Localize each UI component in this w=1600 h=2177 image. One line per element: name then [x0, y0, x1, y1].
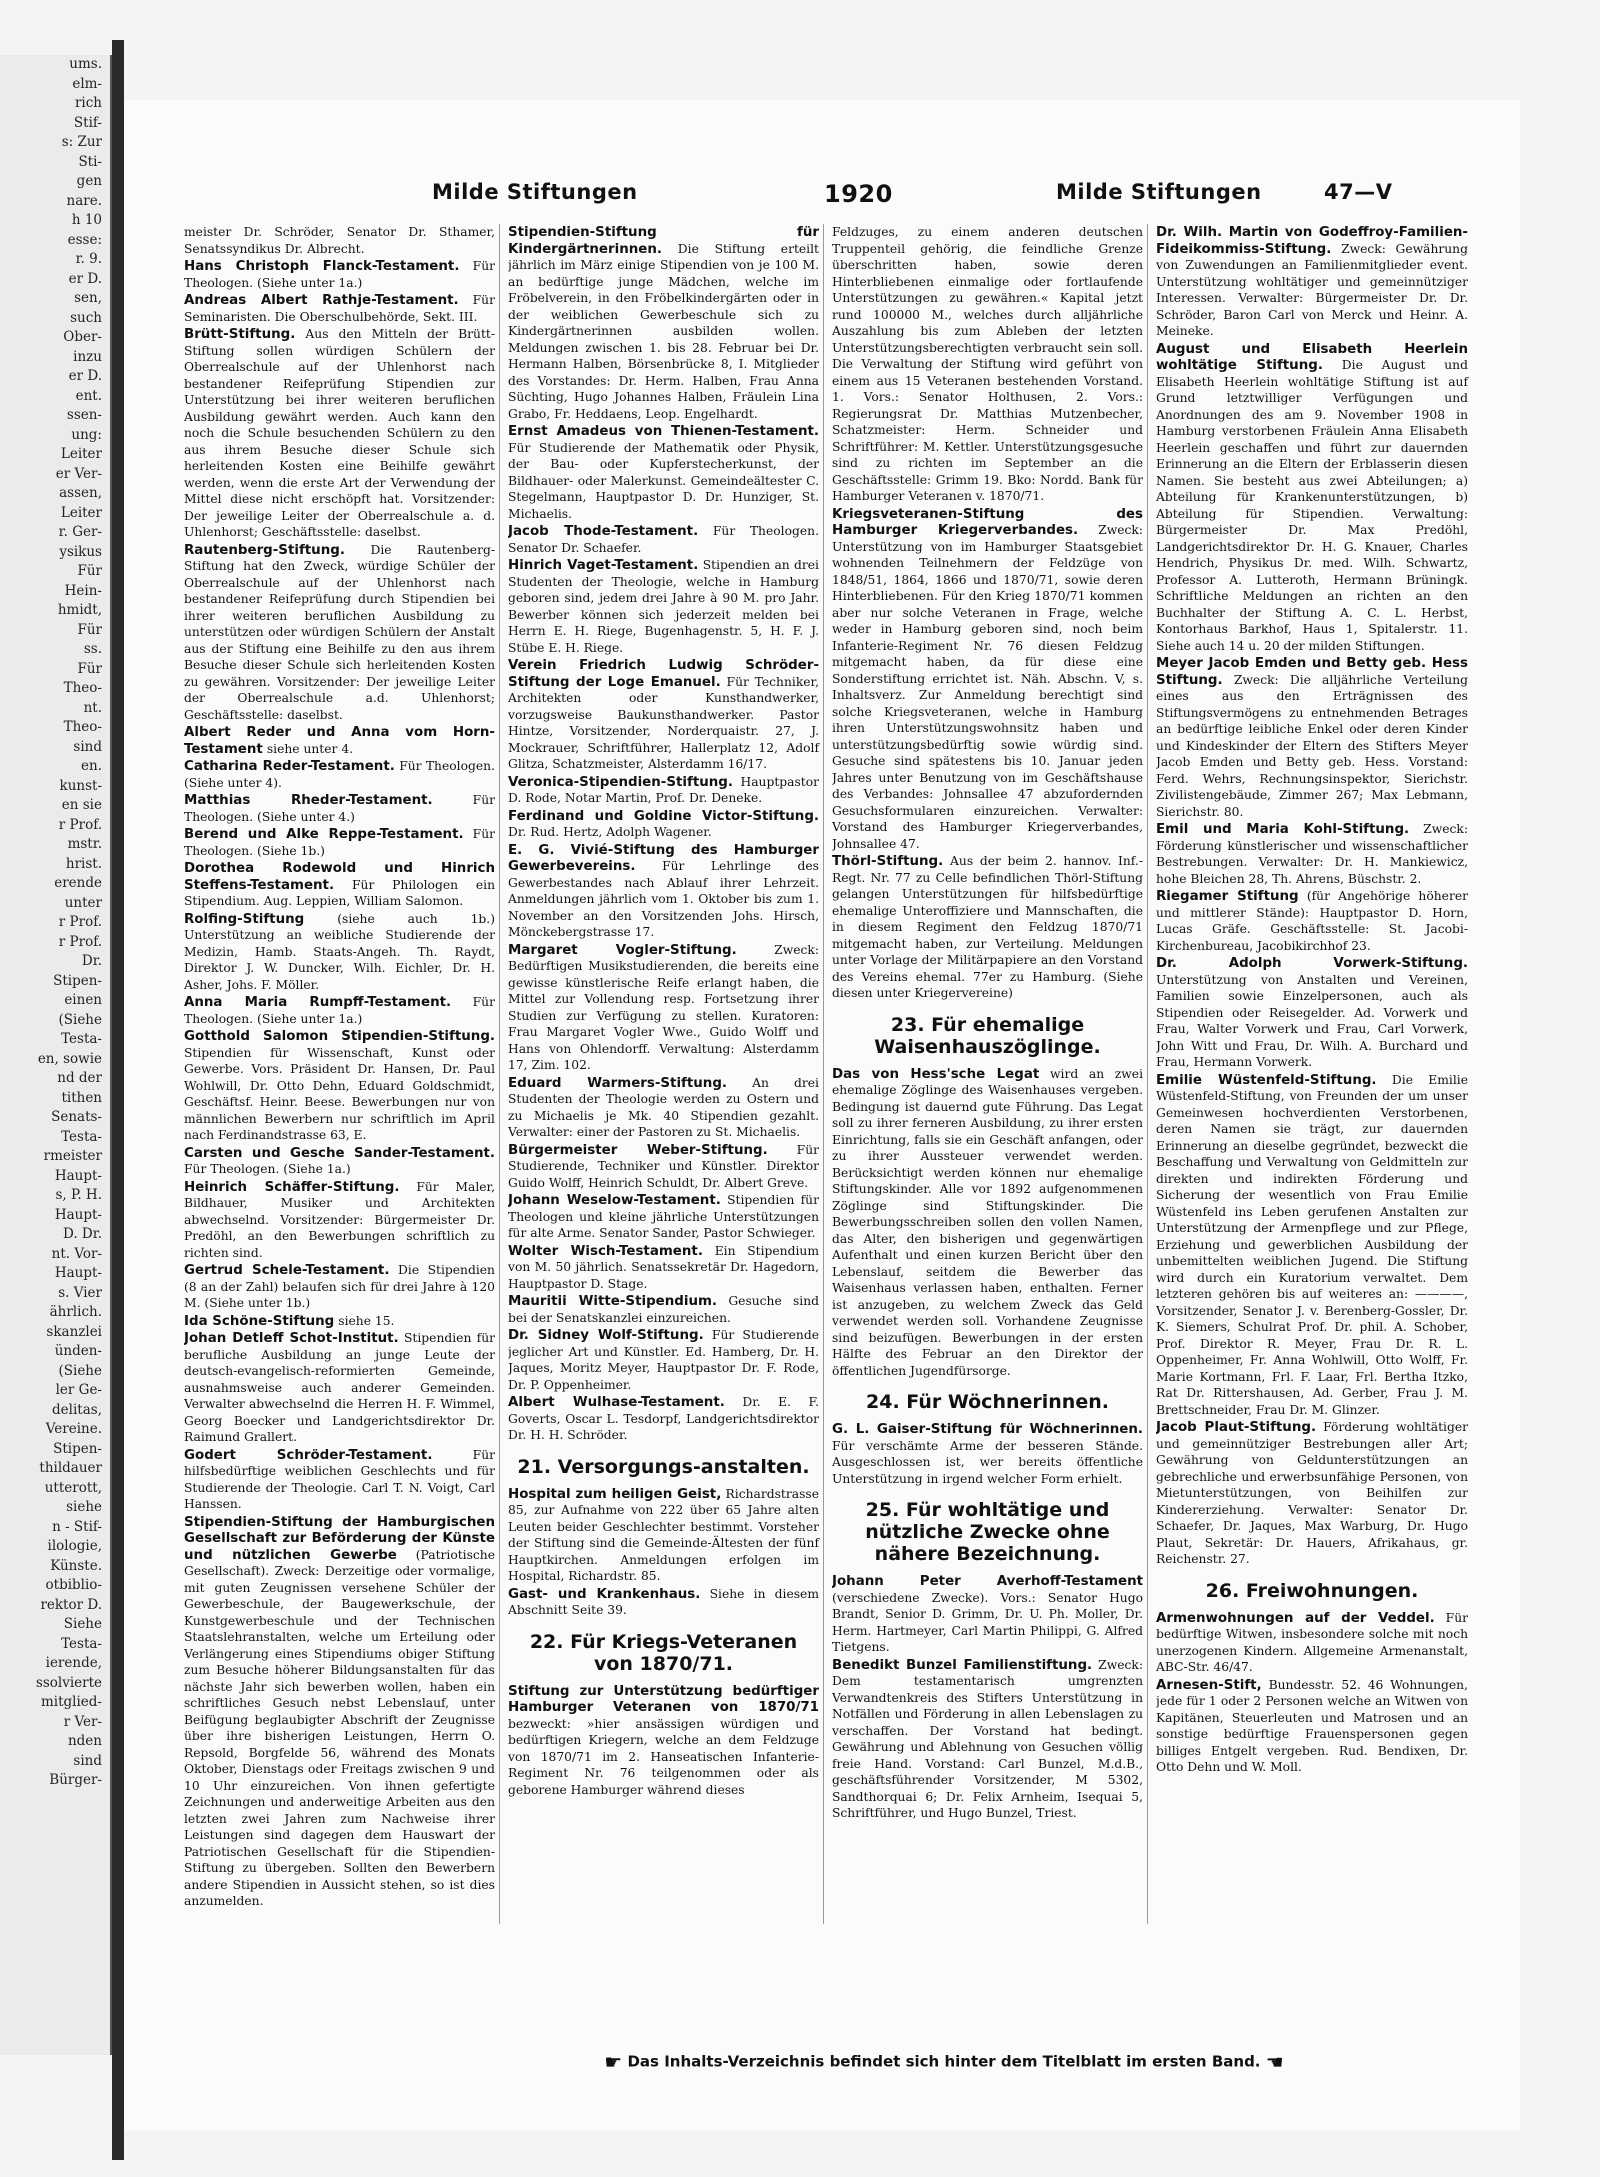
foundation-entry [1156, 1419, 1468, 1568]
entry-name: Stipendien-Stiftung für Kindergärtnerinnen. [508, 225, 819, 257]
strip-line: kunst- [59, 777, 102, 794]
strip-line: Sti- [78, 153, 102, 170]
entry-name: Brütt-Stiftung. [184, 327, 296, 342]
strip-line: n - Stif- [52, 1518, 102, 1535]
entry-body: Für Studierende jeglicher Art und Künstler. Ed. Hamberg, Dr. H. Jaques, Moritz Meyer, Hauptpastor Dr. F. Rode, Dr. P. Oppenheimer. [508, 1328, 819, 1392]
entry-body: Stipendien für Theologen und kleine jährliche Unterstützungen für alte Arme. Senator Sander, Pastor Schwieger. [508, 1193, 819, 1240]
running-head [124, 180, 1520, 220]
section-heading: 26. Freiwohnungen. [1205, 1579, 1419, 1602]
entry-body: Stipendien für Wissenschaft, Kunst oder Gewerbe. Vors. Präsident Dr. Hansen, Dr. Paul Wohlwill, Dr. Otto Dehn, Eduard Goldschmidt, Geschäftsf. Heinr. Beese. Bewerbungen nur von männlichen Bewerbern nur schriftlich im April nach Ferdinandstrasse 63, E. [184, 1045, 495, 1142]
entry-name: Albert Wulhase-Testament. [508, 1395, 725, 1410]
entry-name: Andreas Albert Rathje-Testament. [184, 293, 459, 308]
entry-body: Für Theologen. (Siehe unter 4). [184, 759, 495, 790]
entry-body: Unterstützung von Anstalten und Vereinen, Familien sowie Einzelpersonen, auch als Stipendien oder Reisegelder. Ad. Vorwerk und Frau, Walter Vorwerk und Frau, Carl Vorwerk, John Witt und Frau, Dr. Wilh. A. Burchard und Frau, Hermann Vorwerk. [1156, 972, 1468, 1069]
strip-line: s. Vier [58, 1284, 102, 1301]
directory-page [124, 100, 1520, 2130]
strip-line: ss. [83, 641, 102, 657]
foundation-entry [832, 224, 1143, 505]
entry-body: Für Lehrlinge des Gewerbestandes nach Ablauf ihrer Lehrzeit. Anmeldungen jährlich vom 1. Oktober bis zum 1. November an den Vorsitzenden Johs. Hirsch, Mönckebergstrasse 17. [508, 859, 819, 939]
foundation-entry [1156, 655, 1468, 820]
strip-line: nd der [57, 1070, 102, 1086]
adjacent-page-strip [0, 55, 112, 2055]
strip-line: erende [54, 875, 102, 891]
strip-line: (Siehe [58, 1011, 102, 1028]
foundation-entry [832, 1066, 1143, 1380]
entry-name: Mauritii Witte-Stipendium. [508, 1294, 718, 1309]
strip-line: Testa- [61, 1128, 102, 1145]
strip-line: Testa- [61, 1031, 102, 1047]
entry-name: Margaret Vogler-Stiftung. [508, 942, 737, 958]
entry-body: Dr. Rud. Hertz, Adolph Wagener. [508, 825, 712, 839]
foundation-entry [508, 1192, 819, 1242]
entry-name: G. L. Gaiser-Stiftung für Wöchnerinnen. [832, 1422, 1143, 1437]
footer-note [494, 2050, 1394, 2074]
strip-line: skanzlei [46, 1323, 102, 1340]
foundation-entry [508, 224, 819, 422]
strip-line: Theo- [63, 719, 102, 735]
foundation-entry [184, 994, 495, 1027]
strip-line: elm- [72, 75, 102, 92]
strip-line: nden [67, 1733, 102, 1749]
running-head-left: Milde Stiftungen [432, 180, 638, 204]
strip-line: esse: [67, 231, 102, 248]
entry-body: Für Theologen. (Siehe 1b.) [184, 827, 495, 858]
section-heading: 22. Für Kriegs-Veteranen von 1870/71. [529, 1630, 798, 1675]
foundation-entry [508, 1293, 819, 1326]
foundation-entry [508, 657, 819, 773]
foundation-entry [832, 1657, 1143, 1822]
strip-line: assen, [59, 485, 102, 501]
entry-name: Gast- und Krankenhaus. [508, 1586, 701, 1602]
strip-line: ysikus [59, 543, 102, 560]
entry-body: Für Theologen. Senator Dr. Schaefer. [508, 524, 819, 555]
entry-name: Johann Peter Averhoff-Testament [832, 1574, 1143, 1589]
entry-name: Ida Schöne-Stiftung [184, 1313, 335, 1329]
foundation-entry [508, 1394, 819, 1444]
entry-body: Für Maler, Bildhauer, Musiker und Architekten abwechselnd. Vorsitzender: Bürgermeister Dr. Predöhl, an den Bewerbungen schriftlich zu richten sind. [184, 1179, 495, 1260]
foundation-entry [508, 557, 819, 656]
entry-name: Emil und Maria Kohl-Stiftung. [1156, 822, 1410, 837]
strip-line: D. Dr. [62, 1226, 102, 1242]
entry-name: Johan Detleff Schot-Institut. [184, 1331, 399, 1346]
foundation-entry [508, 1075, 819, 1141]
foundation-entry [832, 853, 1143, 1002]
strip-line: s, P. H. [55, 1187, 102, 1203]
foundation-entry [184, 826, 495, 859]
entry-name: Hospital zum heiligen Geist, [508, 1486, 722, 1502]
page-number: 47—V [1324, 180, 1393, 204]
entry-name: Stiftung zur Unterstützung bedürftiger Hamburger Veteranen von 1870/71 [508, 1683, 819, 1715]
strip-line: thildauer [39, 1460, 102, 1476]
strip-line: ssen- [66, 407, 102, 423]
entry-name: Gotthold Salomon Stipendien-Stiftung. [184, 1029, 495, 1044]
strip-line: ums. [69, 56, 102, 72]
strip-line: nare. [66, 192, 102, 209]
entry-body: Für Seminaristen. Die Oberschulbehörde, Sekt. III. [184, 293, 495, 324]
strip-line: Künste. [50, 1557, 102, 1574]
strip-line: Leiter [60, 446, 102, 462]
strip-line: inzu [73, 348, 102, 365]
entry-name: Dorothea Rodewold und Hinrich Steffens-Testament. [184, 861, 495, 893]
entry-body: (Patriotische Gesellschaft). Zweck: Derzeitige oder vormalige, mit guten Zeugnissen versehene Schüler der Gewerbeschule, der Baugewerkschule, der Kunstgewerbeschule und der Technischen Staatslehranstalten, welche um Erteilung oder Verlängerung eines Stipendiums obiger Stiftung zum Besuche höherer Bildungsanstalten für das nächste Jahr sich bewerben wollen, haben ein schriftliches Gesuch nebst Lebenslauf, unter Beifügung beglaubigter Abschrift der Zeugnisse über ihre bisherigen Leistungen, Herrn O. Repsold, Borgfelde 56, während des Monats Oktober, Dienstags oder Freitags zwischen 9 und 10 Uhr einzureichen. Von ihnen gefertigte Zeichnungen und anderweitige Arbeiten aus den letzten zwei Jahren zum Nachweise ihrer Leistungen sind dagegen dem Hauswart der Patriotischen Gesellschaft für die Stipendien-Stiftung zu übergeben. Sollten den Bewerbern andere Stipendien in Aussicht stehen, so ist dies anzumelden. [184, 1547, 495, 1908]
entry-name: Ferdinand und Goldine Victor-Stiftung. [508, 808, 819, 824]
entry-name: Eduard Warmers-Stiftung. [508, 1075, 728, 1091]
entry-name: Anna Maria Rumpff-Testament. [184, 995, 452, 1010]
entry-name: Gertrud Schele-Testament. [184, 1263, 390, 1278]
strip-line: Theo- [63, 680, 102, 696]
foundation-entry [508, 1586, 819, 1619]
foundation-entry [1156, 1677, 1468, 1776]
strip-line: Ober- [63, 329, 102, 345]
strip-line: ung: [71, 426, 102, 443]
strip-line: Dr. [81, 953, 102, 969]
entry-body: Für Theologen. (Siehe unter 1a.) [184, 259, 495, 290]
strip-line: siehe [66, 1499, 102, 1515]
section-heading: 21. Versorgungs-anstalten. [517, 1455, 810, 1478]
strip-line: r Ver- [63, 1713, 102, 1730]
entry-body: Die Stipendien (8 an der Zahl) belaufen sich für drei Jahre à 120 M. (Siehe unter 1b.) [184, 1263, 495, 1310]
strip-line: Stif- [73, 114, 102, 131]
entry-body: Für Philologen ein Stipendium. Aug. Leppien, William Salomon. [184, 877, 495, 908]
foundation-entry [508, 423, 819, 522]
strip-line: Testa- [61, 1635, 102, 1652]
entry-body: Für Theologen. (Siehe unter 1a.) [184, 995, 495, 1026]
section-heading: 23. Für ehemalige Waisenhauszöglinge. [874, 1013, 1101, 1058]
foundation-entry [832, 1421, 1143, 1487]
book-spine [112, 40, 124, 2160]
foundation-entry [184, 1514, 495, 1910]
foundation-entry [184, 1447, 495, 1513]
strip-line: otbiblio- [45, 1577, 102, 1593]
entry-body: Stipendien an drei Studenten der Theologie, welche in Hamburg geboren sind, jedem drei Jahre à 90 M. pro Jahr. Bewerber können sich jederzeit melden bei Herrn E. H. Riege, Bugenhagenstr. 5, H. F. J. Stübe E. H. Riege. [508, 558, 819, 655]
foundation-entry [184, 1313, 495, 1330]
strip-line: er D. [68, 368, 102, 384]
entry-name: Arnesen-Stift, [1156, 1677, 1262, 1693]
foundation-entry [508, 523, 819, 556]
entry-body: Für Theologen. (Siehe unter 4.) [184, 793, 495, 824]
entry-body: Bundesstr. 52. 46 Wohnungen, jede für 1 oder 2 Personen welche an Witwen von Kapitänen, Steuerleuten und Matrosen und an sonstige bedürftige Frauenspersonen gegen billiges Entgelt vergeben. Rud. Bendixen, Dr. Otto Dehn und W. Moll. [1156, 1677, 1468, 1774]
entry-name: Verein Friedrich Ludwig Schröder-Stiftung der Loge Emanuel. [508, 658, 819, 690]
entry-body: siehe 15. [338, 1313, 395, 1328]
foundation-entry [1156, 955, 1468, 1071]
foundation-entry [184, 758, 495, 791]
strip-line: r Prof. [58, 933, 102, 950]
strip-line: nt. Vor- [51, 1245, 102, 1262]
strip-line: er D. [68, 270, 102, 287]
entry-body: Die Emilie Wüstenfeld-Stiftung, von Freunden der um unser Gemeinwesen hochverdienten Verstorbenen, deren Namen sie trägt, zur dauernden Erinnerung an dieselbe gegründet, bezweckt die Beschaffung und Verwaltung von Geldmitteln zur direkten und indirekten Förderung und Sicherung der wesentlich von Frau Emilie Wüstenfeld ins Leben gerufenen Anstalten zur Unterstützung der Armenpflege und zur Pflege, Erziehung und gewerblichen Ausbildung der unbemittelten weiblichen Jugend. Die Stiftung wird durch ein Kuratorium verwaltet. Dem letzteren gehören bis auf weiteres an: ————, Vorsitzender, Senator J. v. Berenberg-Gossler, Dr. K. Siemers, Schulrat Prof. Dr. phil. A. Schober, Prof. Direktor R. Meyer, Frau Dr. R. L. Oppenheimer, Fr. Anna Wohlwill, Otto Wolff, Fr. Marie Kortmann, Frl. F. Laar, Frl. Bertha Itzko, Rat Dr. Rittershausen, Ad. Gerber, Frau J. M. Brettschneider, Frau Dr. M. Glinzer. [1156, 1072, 1468, 1417]
entry-name: Armenwohnungen auf der Veddel. [1156, 1610, 1435, 1626]
entry-body: Stipendien für berufliche Ausbildung an junge Leute der deutsch-evangelisch-reformierten Gemeinde, ausnahmsweise auch anderer Gemeinden. Verwalter abwechselnd die Herren H. F. Wimmel, Georg Boecker und Landgerichtsdirektor Dr. Raimund Grallert. [184, 1331, 495, 1444]
foundation-entry [508, 1142, 819, 1192]
entry-body: Aus der beim 2. hannov. Inf.-Regt. Nr. 77 zu Celle befindlichen Thörl-Stiftung gelangen Unterstützungen für hilfsbedürftige ehemalige Unteroffiziere und Mannschaften, die in diesem Regiment den Feldzug 1870/71 mitgemacht haben, zur Verteilung. Meldungen unter Vorlage der Militärpapiere an den Vorstand des Vereins ehemal. 77er zu Hamburg. (Siehe diesen unter Kriegervereine) [832, 854, 1143, 1000]
entry-name: Meyer Jacob Emden und Betty geb. Hess Stiftung. [1156, 656, 1468, 688]
strip-line: Haupt- [54, 1167, 102, 1184]
strip-line: ilologie, [47, 1538, 102, 1554]
foundation-entry [508, 1327, 819, 1393]
entry-body: Für bedürftige Witwen, insbesondere solche mit noch unerzogenen Kindern. Allgemeine Armenanstalt, ABC-Str. 46/47. [1156, 1610, 1468, 1674]
foundation-entry [1156, 888, 1468, 954]
entry-body: Für verschämte Arme der besseren Stände. Ausgeschlossen ist, wer bereits öffentliche Unterstützung in irgend welcher Form erhielt. [832, 1438, 1143, 1486]
entry-body: Für Theologen. (Siehe 1a.) [184, 1162, 351, 1176]
strip-line: unter [64, 894, 102, 911]
column-2 [508, 224, 824, 1924]
strip-line: er Ver- [55, 465, 102, 482]
pointing-hand-right-icon: ☛ [604, 2050, 623, 2074]
entry-body: Die Stiftung erteilt jährlich im März einige Stipendien von je 100 M. an bedürftige junge Mädchen, welche im Fröbelverein, in den Fröbelkindergärten oder in der weiblichen Gewerbeschule sich zu Kindergärtnerinnen ausbilden wollen. Meldungen zwischen 1. bis 28. Februar bei Dr. Hermann Halben, Börsenbrücke 8, I. Mitglieder des Vorstandes: Dr. Herm. Halben, Frau Anna Süchting, Hugo Johannes Halben, Fräulein Lina Grabo, Fr. Heddaens, Leop. Engelhardt. [508, 241, 819, 421]
entry-name: Jacob Plaut-Stiftung. [1156, 1420, 1317, 1435]
strip-line: ent. [75, 387, 102, 404]
strip-line: Hein- [64, 582, 102, 599]
entry-name: Wolter Wisch-Testament. [508, 1243, 703, 1259]
strip-line: r. 9. [75, 251, 102, 267]
foundation-entry [184, 1330, 495, 1446]
strip-line: en. [81, 758, 102, 774]
column-1 [184, 224, 500, 1924]
entry-body: Zweck: Bedürftigen Musikstudierenden, die bereits eine gewisse künstlerische Reife erlangt haben, die Mittel zur Vollendung resp. Fortsetzung ihrer Studien zur Verfügung zu stellen. Kuratoren: Frau Margaret Vogler Wwe., Guido Wolff und Hans von Ohlendorff. Verwaltung: Alsterdamm 17, Zim. 102. [508, 942, 819, 1072]
foundation-entry [184, 1145, 495, 1178]
foundation-entry [184, 792, 495, 825]
strip-line: ierende, [45, 1655, 102, 1671]
entry-body: (siehe auch 1b.) Unterstützung an weibliche Studierende der Medizin, Hamb. Staats-Angeh. Th. Raydt, Direktor J. W. Duncker, Wilh. Eichler, Dr. H. Asher, Johs. F. Möller. [184, 911, 495, 992]
entry-name: Benedikt Bunzel Familienstiftung. [832, 1657, 1093, 1673]
foundation-entry [184, 224, 495, 257]
strip-line: ünden- [54, 1343, 102, 1359]
entry-name: Matthias Rheder-Testament. [184, 793, 433, 808]
strip-line: mitglied- [40, 1694, 102, 1710]
entry-name: August und Elisabeth Heerlein wohltätige Stiftung. [1156, 341, 1468, 373]
entry-body: Zweck: Die alljährliche Verteilung eines aus den Erträgnissen des Stiftungsvermögens zu entnehmenden Betrages an bedürftige leibliche Enkel oder deren Kinder und Kindeskinder der Eltern des Stifters Meyer Jacob Emden und Betty geb. Hess. Vorstand: Ferd. Wehrs, Rechnungsinspektor, Sierichstr. Zivilistengebäude, Zimmer 267; Max Lebmann, Sierichstr. 80. [1156, 672, 1468, 819]
strip-line: such [70, 309, 102, 326]
strip-line: Für [77, 621, 102, 638]
foundation-entry [508, 1486, 819, 1585]
strip-line: sind [73, 738, 102, 755]
entry-body: Zweck: Dem testamentarisch umgrenzten Verwandtenkreis des Stifters Unterstützung in Notfällen und Förderung in allen Lebenslagen zu verschaffen. Der Vorstand hat bedingt. Gewährung und Ablehnung von Gesuchen völlig freie Hand. Vorstand: Carl Bunzel, M.d.B., geschäftsführender Vorsitzender, M 5302, Sandthorquai 6; Dr. Felix Arnheim, Isequai 5, Schriftführer, und Hugo Bunzel, Triest. [832, 1657, 1143, 1820]
strip-line: rektor D. [40, 1596, 102, 1613]
foundation-entry [1156, 341, 1468, 655]
entry-name: Catharina Reder-Testament. [184, 759, 395, 774]
entry-body: Zweck: Gewährung von Zuwendungen an Familienmitglieder event. Unterstützung wohltätiger und gemeinnütziger Interessen. Verwalter: Bürgermeister Dr. Dr. Schröder, Baron Carl von Merck und Heinr. A. Meineke. [1156, 241, 1468, 338]
entry-name: Das von Hess'sche Legat [832, 1066, 1040, 1082]
strip-line: rmeister [43, 1148, 102, 1164]
foundation-entry [184, 542, 495, 724]
strip-line: Bürger- [49, 1772, 102, 1788]
entry-name: Berend und Alke Reppe-Testament. [184, 827, 464, 842]
foundation-entry [508, 1243, 819, 1293]
entry-name: Jacob Thode-Testament. [508, 524, 699, 539]
entry-body: An drei Studenten der Theologie werden zu Ostern und zu Michaelis je Mk. 40 Stipendien gezahlt. Verwalter: einer der Pastoren zu St. Michaelis. [508, 1075, 819, 1139]
entry-name: Riegamer Stiftung [1156, 889, 1299, 904]
entry-name: Veronica-Stipendien-Stiftung. [508, 774, 733, 790]
foundation-entry [184, 1262, 495, 1312]
entry-name: Johann Weselow-Testament. [508, 1193, 721, 1208]
entry-body: Zweck: Unterstützung von im Hamburger Staatsgebiet wohnenden Teilnehmern der Feldzüge von 1848/51, 1864, 1866 und 1870/71, sowie deren Hinterbliebenen. Für den Krieg 1870/71 kommen aber nur solche Veteranen in Frage, welche weder in Hamburg geboren sind, noch beim Infanterie-Regiment Nr. 76 diesen Feldzug mitgemacht haben, da für diese eine Sonderstiftung errichtet ist. Näh. Abschn. V, s. Inhaltsverz. Zur Anmeldung berechtigt sind solche Kriegsveteranen, welche in Hamburg ihren Unterstützungswohnsitz haben und unterstützungsbedürftig sowie würdig sind. Gesuche sind spätestens bis 10. Januar jeden Jahres unter Benutzung von im Geschäftshause des Verbandes: Johnsallee 47 abzufordernden Gesuchsformularen einzureichen. Verwalter: Vorstand des Hamburger Kriegerverbandes, Johnsallee 47. [832, 523, 1143, 851]
foundation-entry [184, 1179, 495, 1262]
entry-name: Dr. Wilh. Martin von Godeffroy-Familien-Fideikommiss-Stiftung. [1156, 225, 1468, 257]
entry-name: Thörl-Stiftung. [832, 854, 944, 869]
column-3 [832, 224, 1148, 1924]
pointing-hand-left-icon: ☚ [1265, 2050, 1284, 2074]
entry-name: Dr. Sidney Wolf-Stiftung. [508, 1328, 704, 1343]
entry-body: Für hilfsbedürftige weiblichen Geschlechts und für Studierende der Theologie. Carl T. N. Voigt, Carl Hanssen. [184, 1447, 495, 1511]
entry-name: Albert Reder und Anna vom Horn-Testament [184, 725, 495, 757]
entry-body: Für Techniker, Architekten oder Kunsthandwerker, vorzugsweise Baukunsthandwerker. Pastor Hintze, Vorsitzender, Norderquaistr. 27, J. Mockrauer, Schriftführer, Hallerplatz 12, Adolf Glitza, Schatzmeister, Alsterdamm 16/17. [508, 674, 819, 771]
entry-body: (verschiedene Zwecke). Vors.: Senator Hugo Brandt, Senior D. Grimm, Dr. U. Ph. Moller, Dr. Herm. Hartmeyer, Carl Martin Philippi, G. Alfred Tietgens. [832, 1590, 1143, 1654]
entry-name: Stipendien-Stiftung der Hamburgischen Gesellschaft zur Beförderung der Künste und nützlichen Gewerbe [184, 1514, 495, 1563]
entry-name: Carsten und Gesche Sander-Testament. [184, 1145, 495, 1161]
strip-line: gen [76, 173, 102, 189]
entry-name: Godert Schröder-Testament. [184, 1447, 433, 1463]
entry-body: Ein Stipendium von M. 50 jährlich. Senatssekretär Dr. Hagedorn, Hauptpastor D. Stage. [508, 1243, 819, 1291]
foundation-entry [184, 258, 495, 291]
running-head-year: 1920 [824, 180, 893, 208]
strip-line: sind [73, 1752, 102, 1769]
entry-name: Rautenberg-Stiftung. [184, 542, 345, 558]
strip-line: s: Zur [61, 134, 102, 150]
entry-name: Hinrich Vaget-Testament. [508, 558, 699, 573]
entry-body: Gesuche sind bei der Senatskanzlei einzureichen. [508, 1294, 820, 1325]
strip-line: Stipen- [53, 1440, 102, 1457]
foundation-entry [184, 1028, 495, 1144]
entry-name: E. G. Vivié-Stiftung des Hamburger Gewerbevereins. [508, 842, 819, 874]
section-heading: 25. Für wohltätige und nützliche Zwecke ohne nähere Bezeichnung. [865, 1499, 1110, 1565]
section-heading: 24. Für Wöchnerinnen. [866, 1391, 1109, 1413]
foundation-entry [508, 842, 819, 941]
strip-line: r Prof. [58, 816, 102, 833]
entry-name: Ernst Amadeus von Thienen-Testament. [508, 424, 819, 439]
entry-body: Siehe in diesem Abschnitt Seite 39. [508, 1586, 819, 1617]
foundation-entry [184, 911, 495, 994]
entry-name: Rolfing-Stiftung [184, 911, 305, 927]
foundation-entry [184, 292, 495, 325]
entry-name: Dr. Adolph Vorwerk-Stiftung. [1156, 956, 1468, 971]
strip-line: h 10 [71, 212, 102, 228]
strip-line: utterott, [44, 1479, 102, 1496]
strip-line: Siehe [63, 1616, 102, 1632]
entry-body: Für Studierende der Mathematik oder Physik, der Bau- oder Kupferstecherkunst, der Bildhauer- oder Malerkunst. Gemeindeältester C. Stegelmann, Hauptpastor D. Dr. Hunziger, St. Michaelis. [508, 440, 819, 521]
entry-body: Förderung wohltätiger und gemeinnütziger Bestrebungen aller Art; Gewährung von Geldunterstützungen an gebrechliche und erwerbsunfähige Personen, von Mietunterstützungen, von Beihilfen zur Kindererziehung. Verwalter: Senator Dr. Schaefer, Dr. Jaques, Max Warburg, Dr. Hugo Plaut, Sekretär: Dr. Hauers, Afrikahaus, gr. Reichenstr. 27. [1156, 1420, 1468, 1566]
strip-line: Haupt- [54, 1265, 102, 1281]
foundation-entry [184, 326, 495, 541]
strip-line: en sie [61, 797, 102, 813]
strip-line: Vereine. [45, 1421, 102, 1437]
foundation-entry [832, 1573, 1143, 1656]
foundation-entry [1156, 821, 1468, 887]
strip-line: hrist. [65, 855, 102, 872]
strip-line: Für [77, 660, 102, 677]
strip-line: mstr. [67, 836, 102, 852]
entry-body: Für Studierende, Techniker und Künstler. Direktor Guido Wolff, Heinrich Schuldt, Dr. Albert Greve. [508, 1142, 819, 1190]
foundation-entry [508, 774, 819, 807]
entry-body: Zweck: Förderung künstlerischer und wissenschaftlicher Bestrebungen. Verwalter: Dr. H. Mankiewicz, hohe Bleichen 28, Th. Ahrens, Büschstr. 2. [1156, 822, 1468, 886]
entry-body: siehe unter 4. [266, 741, 354, 756]
foundation-entry [508, 942, 819, 1074]
entry-body: Dr. E. F. Goverts, Oscar L. Tesdorpf, Landgerichtsdirektor Dr. H. H. Schröder. [508, 1395, 819, 1442]
strip-line: Haupt- [54, 1206, 102, 1223]
entry-body: Feldzuges, zu einem anderen deutschen Truppenteil gehörig, die feindliche Grenze überschritten haben, sowie deren Hinterbliebenen einmalige oder fortlaufende Unterstützungen zu gewähren.« Kapital jetzt rund 100000 M., welches durch alljährliche Auszahlung bis zum Ableben der letzten Unterstützungsberechtigten verbraucht sein soll. Die Verwaltung der Stiftung wird geführt von einem aus 15 Veteranen bestehenden Vorstand. 1. Vors.: Senator Holthusen, 2. Vors.: Regierungsrat Dr. Matthias Mutzenbecher, Schatzmeister: Herm. Schneider und Schriftführer: M. Kettler. Unterstützungsgesuche sind zu richten im September an die Geschäftsstelle: Grimm 19. Bko: Nordd. Bank für Hamburger Veteranen v. 1870/71. [832, 225, 1143, 503]
foundation-entry [1156, 224, 1468, 340]
entry-name: Bürgermeister Weber-Stiftung. [508, 1142, 768, 1158]
entry-body: meister Dr. Schröder, Senator Dr. Sthamer, Senatssyndikus Dr. Albrecht. [184, 225, 495, 256]
strip-line: hmidt, [57, 602, 102, 618]
strip-line: en, sowie [37, 1050, 102, 1067]
footer-text: Das Inhalts-Verzeichnis befindet sich hinter dem Titelblatt im ersten Band. [627, 2052, 1261, 2071]
strip-line: Stipen- [53, 972, 102, 989]
strip-line: tithen [61, 1089, 102, 1106]
strip-line: Senats- [51, 1109, 102, 1125]
entry-body: Die Rautenberg-Stiftung hat den Zweck, würdige Schüler der Oberrealschule auf der Uhlenhorst nach bestandener Reifeprüfung durch Stipendien bei ihrer weiteren beruflichen Ausbildung zu unterstützen oder würdigen Schülern der Anstalt aus der Stiftung eine Beihilfe zu den aus ihrem Besuche dieser Schule sich herleitenden Kosten zu gewähren. Vorsitzender: Der jeweilige Leiter der Oberrealschule a.d. Uhlenhorst; Geschäftsstelle: daselbst. [184, 542, 495, 722]
entry-name: Hans Christoph Flanck-Testament. [184, 259, 460, 274]
foundation-entry [184, 724, 495, 757]
text-columns [184, 224, 1474, 1924]
entry-name: Emilie Wüstenfeld-Stiftung. [1156, 1072, 1377, 1088]
strip-line: rich [74, 95, 102, 111]
running-head-right: Milde Stiftungen [1056, 180, 1262, 204]
strip-line: ährlich. [49, 1304, 102, 1320]
strip-line: nt. [83, 699, 102, 716]
entry-body: wird an zwei ehemalige Zöglinge des Waisenhauses vergeben. Bedingung ist dauernd gute Führung. Das Legat soll zu ihrer ferneren Ausbildung, zu ihrer ersten Einrichtung, falls sie ein Geschäft anfangen, oder zu ihrer Aussteuer verwendet werden. Berücksichtigt werden können nur ehemalige Stiftungskinder. Alle vor 1892 aufgenommenen Zöglinge sind Stiftungskinder. Die Bewerbungsschreiben sollen den vollen Namen, das Alter, den bisherigen und gegenwärtigen Aufenthalt und einen kurzen Bericht über den Lebenslauf, seitdem die Bewerber das Waisenhaus verlassen haben, enthalten. Ferner ist anzugeben, zu welchem Zweck das Geld verwendet werden soll. Vorhandene Zeugnisse sind beizufügen. Bewerbungen in der ersten Hälfte des Februar an den Direktor der öffentlichen Jugendfürsorge. [832, 1066, 1143, 1378]
strip-line: r. Ger- [58, 524, 102, 540]
strip-line: r Prof. [58, 914, 102, 930]
strip-line: Für [77, 563, 102, 579]
entry-body: Die August und Elisabeth Heerlein wohltätige Stiftung ist auf Grund letztwilliger Verfügungen und Anordnungen des am 9. November 1908 in Hamburg verstorbenen Fräulein Anna Elisabeth Heerlein geschaffen und führt zur dauernden Erinnerung an die Eltern der Erblasserin diesen Namen. Sie besteht aus zwei Abteilungen; a) Abteilung für Krankenunterstützungen, b) Abteilung für Stipendien. Verwaltung: Bürgermeister Dr. Max Predöhl, Landgerichtsdirektor Dr. H. G. Knauer, Charles Hendrich, Physikus Dr. med. Wilh. Schwartz, Professor A. Lutteroth, Hermann Brüningk. Schriftliche Meldungen an richten an den Buchhalter der Stiftung A. C. L. Herbst, Kontorhaus Barkhof, Haus 1, Spitalerstr. 11. Siehe auch 14 u. 20 der milden Stiftungen. [1156, 358, 1468, 653]
foundation-entry [832, 506, 1143, 853]
strip-line: sen, [74, 290, 102, 306]
foundation-entry [1156, 1610, 1468, 1676]
foundation-entry [508, 1683, 819, 1799]
strip-line: ssolvierte [35, 1674, 102, 1691]
foundation-entry [1156, 1072, 1468, 1419]
entry-name: Kriegsveteranen-Stiftung des Hamburger Kriegerverbandes. [832, 506, 1143, 538]
entry-body: (für Angehörige höherer und mittlerer Stände): Hauptpastor D. Horn, Lucas Gräfe. Geschäftsstelle: St. Jacobi-Kirchenbureau, Jacobikirchhof 23. [1156, 889, 1468, 953]
entry-body: bezweckt: »hier ansässigen würdigen und bedürftigen Kriegern, welche an dem Feldzuge von 1870/71 im 2. Hanseatischen Infanterie-Regiment Nr. 76 teilgenommen oder als geborene Hamburger während dieses [508, 1716, 819, 1797]
entry-body: Aus den Mitteln der Brütt-Stiftung sollen würdigen Schülern der Oberrealschule auf der Uhlenhorst nach bestandener Reifeprüfung Stipendien zur Unterstützung bei ihrer weiteren beruflichen Ausbildung gewährt werden. Auch kann den noch die Schule besuchenden Schülern zu den aus ihrem Besuche dieser Schule sich herleitenden Kosten eine Beihilfe gewährt werden, wenn die erste Art der Verwendung der Mittel diese nicht erschöpft hat. Vorsitzender: Der jeweilige Leiter der Oberrealschule a. d. Uhlenhorst; Geschäftsstelle: daselbst. [184, 327, 495, 539]
foundation-entry [508, 808, 819, 841]
foundation-entry [184, 860, 495, 910]
column-4 [1156, 224, 1472, 1924]
entry-body: Hauptpastor D. Rode, Notar Martin, Prof. Dr. Deneke. [508, 774, 819, 805]
entry-name: Heinrich Schäffer-Stiftung. [184, 1179, 400, 1195]
strip-line: Leiter [60, 504, 102, 521]
strip-line: delitas, [52, 1401, 102, 1418]
entry-body: Richardstrasse 85, zur Aufnahme von 222 über 65 Jahre alten Leuten beider Geschlechter bestimmt. Vorsteher der Stiftung sind die Gemeinde-Ältesten der fünf Hauptkirchen. Anmeldungen erfolgen im Hospital, Richardstr. 85. [508, 1486, 819, 1583]
strip-line: (Siehe [58, 1362, 102, 1379]
strip-line: einen [64, 992, 102, 1008]
strip-line: ler Ge- [55, 1382, 102, 1398]
